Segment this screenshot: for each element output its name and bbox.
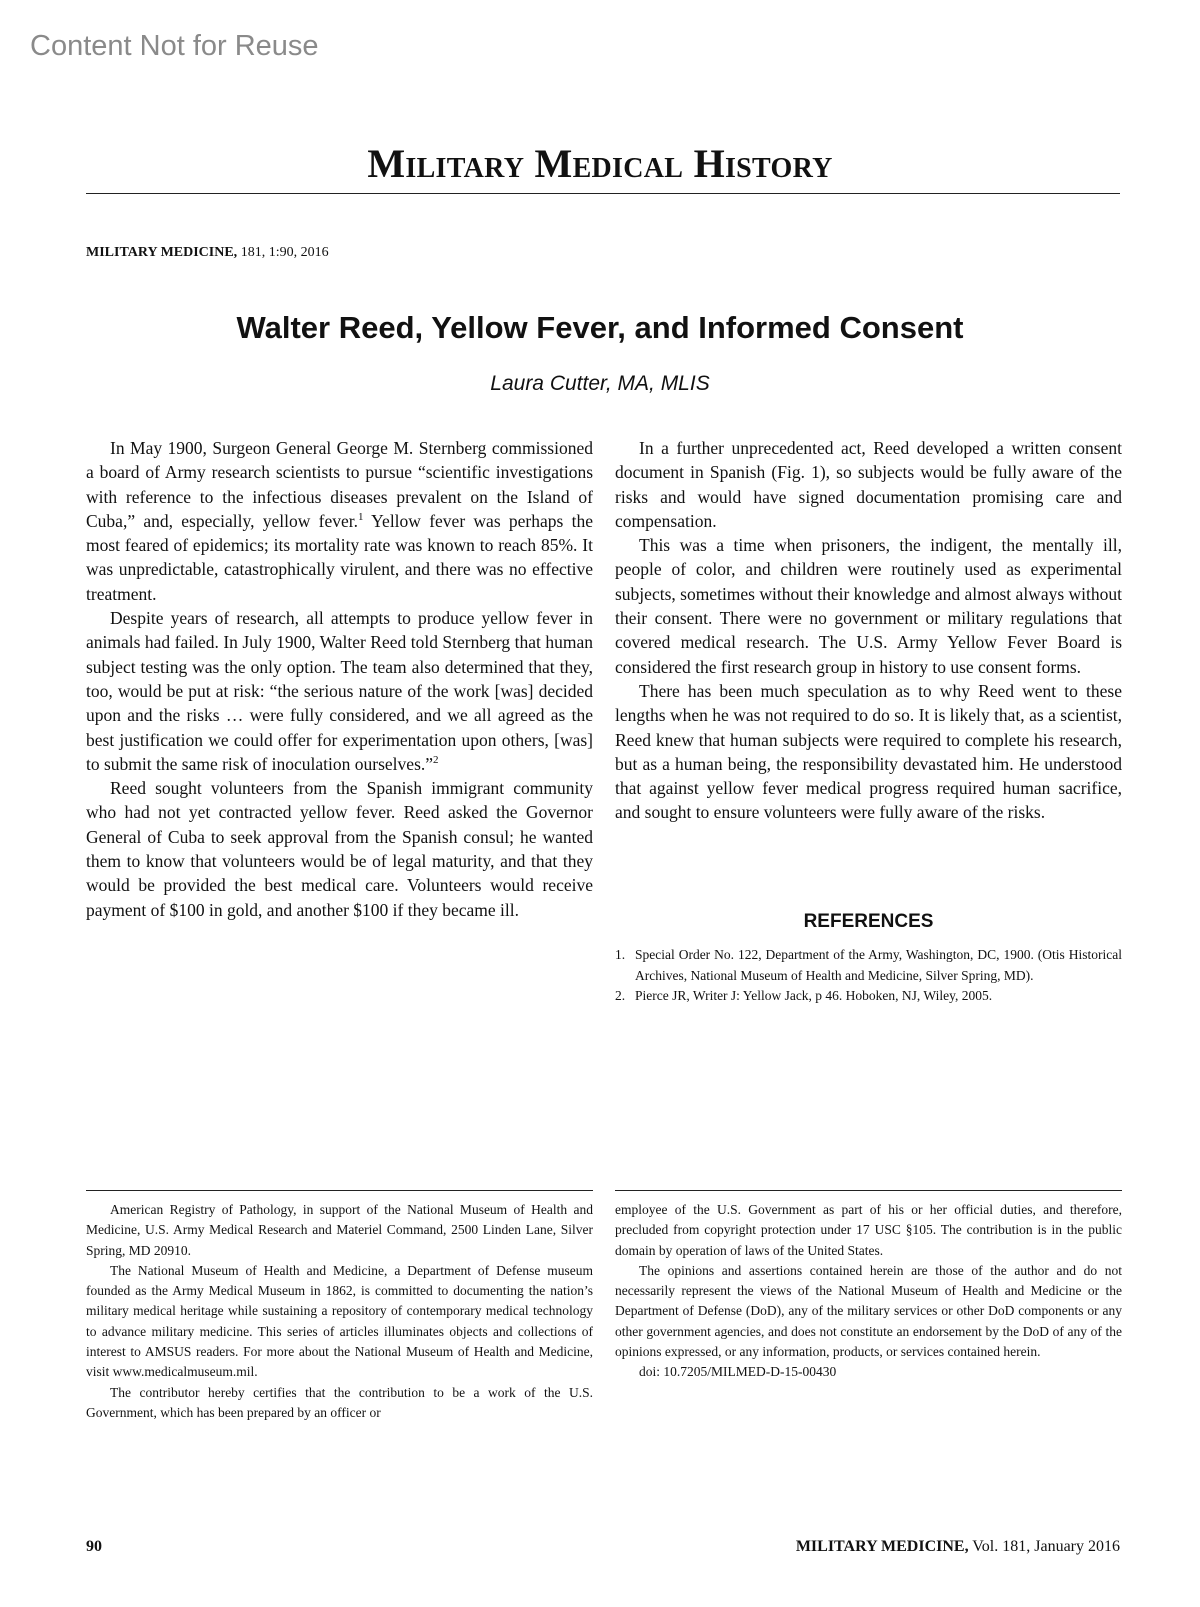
footnote-paragraph: employee of the U.S. Government as part of his or her official duties, and therefore, precluded from copyright protection under 17 USC §105. The contribution is in the public domain by operation of laws of the United States. [615,1202,1122,1258]
citation-journal: MILITARY MEDICINE, [86,245,238,260]
footnote-ref: 2 [433,754,439,767]
author-line: Laura Cutter, MA, MLIS [490,372,710,395]
header-rule [86,193,1120,194]
article-title: Walter Reed, Yellow Fever, and Informed Consent [236,310,964,345]
footer-journal: MILITARY MEDICINE, [795,1538,969,1555]
running-footer [796,1538,1120,1556]
footnote-paragraph: The opinions and assertions contained herein are those of the author and do not necessarily represent the views of the National Museum of Health and Medicine or the Department of Defense (DoD), any of the military services or other DoD components or any other government agencies, and does not constitute an endorsement by the DoD of any of the opinions expressed, or any information, products, or services contained herein. [615,1262,1122,1360]
footnote-rule-right [615,1190,1122,1191]
footnote-paragraph: The contributor hereby certifies that the contribution to be a work of the U.S. Government, which has been prepared by an officer or [86,1384,593,1420]
body-paragraph: In a further unprecedented act, Reed developed a written consent document in Spanish (Fig. 1), so subjects would be fully aware of the risks and would have signed documentation promising care and compensation. [615,438,1122,531]
reference-item [615,986,1122,1007]
section-title: Military Medical History [367,141,833,186]
footnote-paragraph: American Registry of Pathology, in support of the National Museum of Health and Medicine, U.S. Army Medical Research and Materiel Command, 2500 Linden Lane, Silver Spring, MD 20910. [86,1202,593,1258]
reference-text: Special Order No. 122, Department of the Army, Washington, DC, 1900. (Otis Historical Archives, National Museum of Health and Medicine, Silver Spring, MD). [635,947,1122,983]
references-heading: REFERENCES [803,911,934,932]
body-paragraph: Despite years of research, all attempts to produce yellow fever in animals had failed. In July 1900, Walter Reed told Sternberg that human subject testing was the only option. The team also determined that they, too, would be put at risk: “the serious nature of the work [was] decided upon and the risks … were fully considered, and we all agreed as the best justification we could offer for experimentation upon others, [was] to submit the same risk of inoculation ourselves.”$^2$ [86,608,593,774]
page-number: 90 [86,1538,102,1555]
footnote-paragraph: The National Museum of Health and Medicine, a Department of Defense museum founded as the Army Medical Museum in 1862, is committed to documenting the nation’s military medical heritage while sustaining a repository of contemporary medical technology to advance military medicine. This series of articles illuminates objects and collections of interest to AMSUS readers. For more about the National Museum of Health and Medicine, visit www.medicalmuseum.mil. [86,1262,593,1380]
citation-details: 181, 1:90, 2016 [237,245,329,260]
body-column-left [86,436,593,922]
footer-issue: Vol. 181, January 2016 [968,1538,1120,1555]
footnote-ref: 1 [358,511,364,524]
body-column-right [615,436,1122,825]
reference-number: 2. [615,988,626,1003]
footnote-rule-left [86,1190,593,1191]
body-paragraph: In May 1900, Surgeon General George M. Sternberg commissioned a board of Army research scientists to pursue “scientific investigations with reference to the infectious diseases prevalent on the Island of Cuba,” and, especially, yellow fever.$^1$ Yellow fever was perhaps the most feared of epidemics; its mortality rate was known to reach 85%. It was unpredictable, catastrophically virulent, and there was no effective treatment. [86,438,593,604]
references-list [615,945,1122,1007]
body-paragraph: Reed sought volunteers from the Spanish immigrant community who had not yet contracted yellow fever. Reed asked the Governor General of Cuba to seek approval from the Spanish consul; he wanted them to know that volunteers would be of legal maturity, and that they would be provided the best medical care. Volunteers would receive payment of $100 in gold, and another $100 if they became ill. [86,778,593,920]
reference-number: 1. [615,947,626,962]
body-paragraph: This was a time when prisoners, the indigent, the mentally ill, people of color, and children were routinely used as experimental subjects, sometimes without their knowledge and almost always without their consent. There were no government or military regulations that covered medical research. The U.S. Army Yellow Fever Board is considered the first research group in history to use consent forms. [615,535,1122,677]
footnotes-right [615,1200,1122,1383]
watermark: Content Not for Reuse [30,30,319,62]
body-paragraph: There has been much speculation as to why Reed went to these lengths when he was not required to do so. It is likely that, as a scientist, Reed knew that human subjects were required to complete his research, but as a human being, the responsibility devastated him. He understood that against yellow fever medical progress required human sacrifice, and sought to ensure volunteers were fully aware of the risks. [615,680,1122,823]
reference-item [615,945,1122,986]
citation [86,245,329,261]
reference-text: Pierce JR, Writer J: Yellow Jack, p 46. Hoboken, NJ, Wiley, 2005. [635,988,993,1003]
doi: doi: 10.7205/MILMED-D-15-00430 [639,1364,837,1380]
footnotes-left [86,1200,593,1423]
